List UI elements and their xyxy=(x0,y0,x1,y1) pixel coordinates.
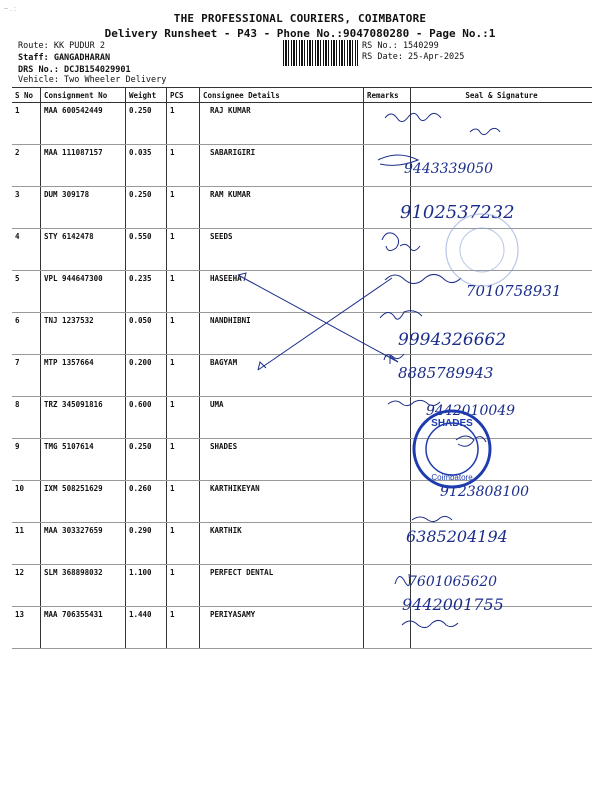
table-row xyxy=(12,313,592,355)
handwritten-phone-row-7: 8885789943 xyxy=(398,364,494,382)
table-row xyxy=(12,565,592,607)
cell-consignment-no: TMG 5107614 xyxy=(41,439,126,481)
top-scribble: ~ . : xyxy=(4,6,16,13)
cell-consignment-no: TNJ 1237532 xyxy=(41,313,126,355)
cell-consignee: NANDHIBNI xyxy=(200,313,364,355)
runsheet-info-right xyxy=(362,41,464,63)
cell-pcs: 1 xyxy=(167,313,200,355)
cell-sno: 1 xyxy=(12,103,41,145)
cell-signature xyxy=(411,103,593,145)
table-row xyxy=(12,397,592,439)
cell-sno: 2 xyxy=(12,145,41,187)
cell-pcs: 1 xyxy=(167,145,200,187)
cell-pcs: 1 xyxy=(167,229,200,271)
cell-consignee: KARTHIKEYAN xyxy=(200,481,364,523)
cell-weight: 0.200 xyxy=(126,355,167,397)
table-row xyxy=(12,271,592,313)
cell-pcs: 1 xyxy=(167,523,200,565)
col-sno: S No xyxy=(12,88,41,103)
cell-pcs: 1 xyxy=(167,565,200,607)
cell-sno: 5 xyxy=(12,271,41,313)
company-name: THE PROFESSIONAL COURIERS, COIMBATORE xyxy=(173,12,427,25)
cell-remarks xyxy=(364,229,411,271)
vehicle-text: Vehicle: Two Wheeler Delivery xyxy=(18,75,167,85)
cell-signature xyxy=(411,439,593,481)
cell-sno: 11 xyxy=(12,523,41,565)
table-row xyxy=(12,355,592,397)
route-text: Route: KK PUDUR 2 xyxy=(18,41,105,51)
cell-remarks xyxy=(364,145,411,187)
cell-remarks xyxy=(364,187,411,229)
cell-signature xyxy=(411,355,593,397)
table-row xyxy=(12,229,592,271)
table-row xyxy=(12,607,592,649)
cell-pcs: 1 xyxy=(167,355,200,397)
cell-sno: 3 xyxy=(12,187,41,229)
cell-remarks xyxy=(364,439,411,481)
cell-consignee: SABARIGIRI xyxy=(200,145,364,187)
table-row xyxy=(12,523,592,565)
cell-weight: 0.290 xyxy=(126,523,167,565)
document-header xyxy=(0,12,600,40)
runsheet-title: Delivery Runsheet - P43 - Phone No.:9047080280 - Page No.:1 xyxy=(104,27,496,40)
handwritten-phone-row-3: 9102537232 xyxy=(400,202,515,223)
cell-sno: 12 xyxy=(12,565,41,607)
cell-signature xyxy=(411,271,593,313)
col-pcs: PCS xyxy=(167,88,200,103)
cell-weight: 0.250 xyxy=(126,187,167,229)
cell-signature xyxy=(411,145,593,187)
cell-consignment-no: DUM 309178 xyxy=(41,187,126,229)
cell-sno: 13 xyxy=(12,607,41,649)
cell-consignment-no: IXM 508251629 xyxy=(41,481,126,523)
stamp-shades-text: SHADES xyxy=(431,418,473,429)
cell-pcs: 1 xyxy=(167,187,200,229)
cell-pcs: 1 xyxy=(167,481,200,523)
rs-date: RS Date: 25-Apr-2025 xyxy=(362,52,465,62)
cell-consignee: PERIYASAMY xyxy=(200,607,364,649)
delivery-table xyxy=(12,87,592,649)
cell-weight: 0.550 xyxy=(126,229,167,271)
drs-number: DRS No.: DCJB154029901 xyxy=(18,65,131,75)
handwritten-phone-row-6: 9994326662 xyxy=(398,330,507,350)
table-row xyxy=(12,103,592,145)
handwritten-phone-row-2: 9443339050 xyxy=(404,161,494,177)
cell-consignee: SEEDS xyxy=(200,229,364,271)
rs-number: RS No.: 1540299 xyxy=(362,41,439,51)
cell-signature xyxy=(411,187,593,229)
col-consignment: Consignment No xyxy=(41,88,126,103)
col-remarks: Remarks xyxy=(364,88,411,103)
col-weight: Weight xyxy=(126,88,167,103)
cell-signature xyxy=(411,523,593,565)
stamp-city-text: Coimbatore xyxy=(431,473,473,482)
cell-signature xyxy=(411,607,593,649)
handwritten-phone-row-5: 7010758931 xyxy=(466,282,562,300)
cell-remarks xyxy=(364,397,411,439)
cell-consignee: PERFECT DENTAL xyxy=(200,565,364,607)
cell-remarks xyxy=(364,355,411,397)
col-signature: Seal & Signature xyxy=(411,88,593,103)
cell-consignment-no: TRZ 345091816 xyxy=(41,397,126,439)
cell-pcs: 1 xyxy=(167,607,200,649)
cell-weight: 1.440 xyxy=(126,607,167,649)
cell-sno: 10 xyxy=(12,481,41,523)
cell-consignee: UMA xyxy=(200,397,364,439)
cell-pcs: 1 xyxy=(167,271,200,313)
cell-weight: 0.035 xyxy=(126,145,167,187)
table-body xyxy=(12,103,592,649)
cell-remarks xyxy=(364,607,411,649)
cell-sno: 7 xyxy=(12,355,41,397)
handwritten-phone-row-10: 9123808100 xyxy=(440,484,530,500)
cell-consignee: RAJ KUMAR xyxy=(200,103,364,145)
barcode-image xyxy=(283,40,358,66)
handwritten-phone-row-8: 9442010049 xyxy=(426,403,516,419)
cell-consignee: KARTHIK xyxy=(200,523,364,565)
cell-weight: 0.250 xyxy=(126,439,167,481)
cell-consignment-no: VPL 944647300 xyxy=(41,271,126,313)
cell-consignment-no: MAA 111087157 xyxy=(41,145,126,187)
runsheet-info-left xyxy=(18,40,131,76)
cell-consignee: BAGYAM xyxy=(200,355,364,397)
table-header-row xyxy=(12,88,592,103)
cell-signature xyxy=(411,313,593,355)
cell-remarks xyxy=(364,481,411,523)
handwritten-phone-row-11: 6385204194 xyxy=(406,527,508,546)
handwritten-phone-row-13: 9442001755 xyxy=(402,595,504,614)
cell-remarks xyxy=(364,313,411,355)
cell-weight: 0.050 xyxy=(126,313,167,355)
cell-consignment-no: STY 6142478 xyxy=(41,229,126,271)
cell-signature xyxy=(411,229,593,271)
cell-weight: 0.235 xyxy=(126,271,167,313)
table-row xyxy=(12,439,592,481)
cell-consignment-no: MAA 706355431 xyxy=(41,607,126,649)
cell-pcs: 1 xyxy=(167,103,200,145)
cell-consignment-no: SLM 368898032 xyxy=(41,565,126,607)
handwritten-phone-row-12: 7601065620 xyxy=(408,574,498,590)
cell-weight: 0.600 xyxy=(126,397,167,439)
col-consignee: Consignee Details xyxy=(200,88,364,103)
cell-weight: 0.250 xyxy=(126,103,167,145)
cell-pcs: 1 xyxy=(167,439,200,481)
cell-signature xyxy=(411,397,593,439)
cell-weight: 1.100 xyxy=(126,565,167,607)
cell-consignee: HASEEHA xyxy=(200,271,364,313)
cell-consignment-no: MTP 1357664 xyxy=(41,355,126,397)
cell-signature xyxy=(411,481,593,523)
staff-text: Staff: GANGADHARAN xyxy=(18,53,111,63)
cell-sno: 6 xyxy=(12,313,41,355)
cell-consignee: RAM KUMAR xyxy=(200,187,364,229)
cell-weight: 0.260 xyxy=(126,481,167,523)
cell-consignment-no: MAA 303327659 xyxy=(41,523,126,565)
cell-remarks xyxy=(364,103,411,145)
cell-remarks xyxy=(364,523,411,565)
cell-sno: 9 xyxy=(12,439,41,481)
cell-consignee: SHADES xyxy=(200,439,364,481)
cell-pcs: 1 xyxy=(167,397,200,439)
table-row xyxy=(12,481,592,523)
cell-remarks xyxy=(364,271,411,313)
cell-signature xyxy=(411,565,593,607)
cell-remarks xyxy=(364,565,411,607)
cell-consignment-no: MAA 600542449 xyxy=(41,103,126,145)
cell-sno: 4 xyxy=(12,229,41,271)
table-row xyxy=(12,187,592,229)
cell-sno: 8 xyxy=(12,397,41,439)
table-row xyxy=(12,145,592,187)
